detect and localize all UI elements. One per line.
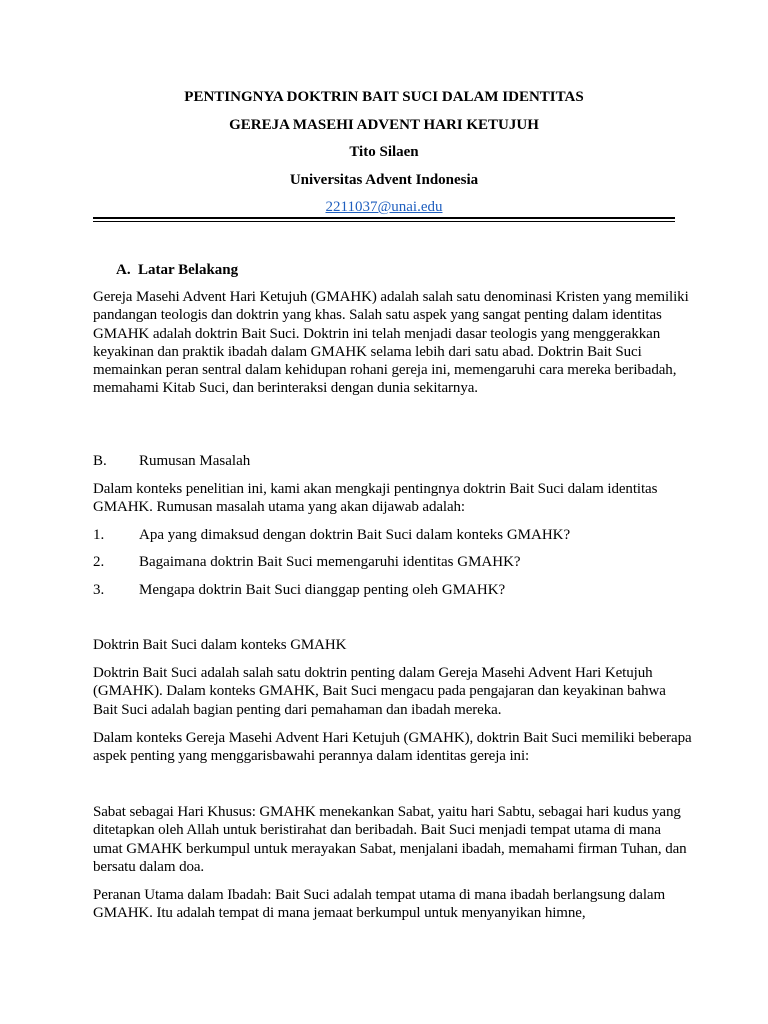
institution-name: Universitas Advent Indonesia	[289, 172, 479, 188]
question-text: Bagaimana doktrin Bait Suci memengaruhi identitas GMAHK?	[139, 554, 521, 570]
section-a-heading	[116, 261, 238, 279]
question-text: Mengapa doktrin Bait Suci dianggap penting oleh GMAHK?	[139, 582, 506, 598]
section-b-marker: B.	[93, 453, 107, 469]
header-rule-thick	[93, 217, 675, 219]
section-a-title: Latar Belakang	[138, 262, 239, 278]
section-b-heading	[93, 452, 250, 470]
section-c-paragraph-4: Peranan Utama dalam Ibadah: Bait Suci adalah tempat utama di mana ibadah berlangsung dalam GMAHK. Itu adalah tempat di mana jemaat berkumpul untuk menyanyikan himne,	[93, 887, 666, 922]
author-name: Tito Silaen	[349, 144, 419, 160]
author-email-line	[0, 198, 768, 216]
section-a-paragraph: Gereja Masehi Advent Hari Ketujuh (GMAHK) adalah salah satu denominasi Kristen yang memiliki pandangan teologis dan doktrin yang khas. Salah satu aspek yang sangat penting dalam identitas GMAHK adalah doktrin Bait Suci. Doktrin ini telah menjadi dasar teologis yang menggerakkan keyakinan dan praktik ibadah dalam GMAHK selama lebih dari satu abad. Doktrin Bait Suci memainkan peran sentral dalam kehidupan rohani gereja ini, memengaruhi cara mereka beribadah, memahami Kitab Suci, dan berinteraksi dengan dunia sekitarnya.	[93, 289, 689, 397]
section-b-title: Rumusan Masalah	[139, 453, 251, 469]
paper-title-line-2: GEREJA MASEHI ADVENT HARI KETUJUH	[229, 117, 539, 133]
question-number: 3.	[93, 582, 105, 598]
section-c-paragraph-1: Doktrin Bait Suci adalah salah satu doktrin penting dalam Gereja Masehi Advent Hari Ketujuh (GMAHK). Dalam konteks GMAHK, Bait Suci mengacu pada pengajaran dan keyakinan bahwa Bait Suci adalah bagian penting dari pemahaman dan ibadah mereka.	[93, 665, 666, 718]
section-c-heading: Doktrin Bait Suci dalam konteks GMAHK	[93, 637, 347, 653]
section-b-intro: Dalam konteks penelitian ini, kami akan mengkaji pentingnya doktrin Bait Suci dalam identitas GMAHK. Rumusan masalah utama yang akan dijawab adalah:	[93, 481, 658, 516]
question-number: 1.	[93, 527, 105, 543]
paper-title-line-1: PENTINGNYA DOKTRIN BAIT SUCI DALAM IDENTITAS	[184, 89, 584, 105]
question-number: 2.	[93, 554, 105, 570]
question-text: Apa yang dimaksud dengan doktrin Bait Suci dalam konteks GMAHK?	[139, 527, 571, 543]
author-email-link[interactable]: 2211037@unai.edu	[325, 199, 443, 215]
question-item	[93, 581, 505, 599]
question-item	[93, 553, 521, 571]
section-a-marker: A.	[116, 262, 131, 278]
question-item	[93, 526, 570, 544]
section-c-paragraph-3: Sabat sebagai Hari Khusus: GMAHK menekankan Sabat, yaitu hari Sabtu, sebagai hari kudus yang ditetapkan oleh Allah untuk beristirahat dan beribadah. Bait Suci menjadi tempat utama di mana umat GMAHK berkumpul untuk merayakan Sabat, menjalani ibadah, memahami firman Tuhan, dan bersatu dalam doa.	[93, 804, 687, 875]
section-c-paragraph-2: Dalam konteks Gereja Masehi Advent Hari Ketujuh (GMAHK), doktrin Bait Suci memiliki beberapa aspek penting yang menggarisbawahi perannya dalam identitas gereja ini:	[93, 730, 692, 765]
header-rule-thin	[93, 221, 675, 222]
